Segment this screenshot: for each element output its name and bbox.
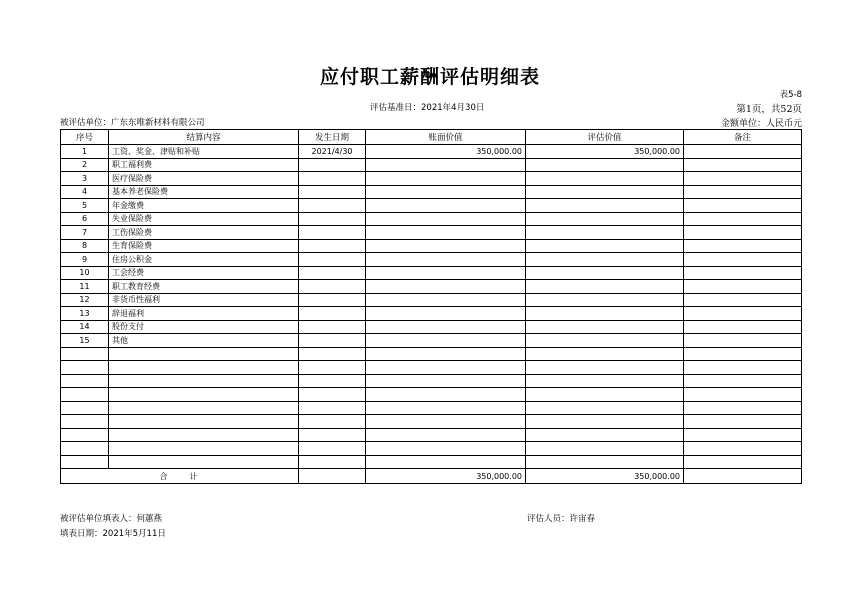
cell-book-value xyxy=(366,226,526,240)
table-row xyxy=(61,374,802,388)
table-row xyxy=(61,293,802,307)
cell-date xyxy=(299,185,366,199)
total-note-cell xyxy=(684,469,802,484)
cell-eval-value xyxy=(526,388,684,402)
cell-book-value xyxy=(366,334,526,348)
cell-no: 4 xyxy=(61,185,109,199)
page-info: 第1页，共52页 xyxy=(736,104,802,115)
cell-no: 13 xyxy=(61,307,109,321)
cell-date xyxy=(299,361,366,375)
cell-eval-value xyxy=(526,442,684,456)
cell-no: 12 xyxy=(61,293,109,307)
cell-eval-value xyxy=(526,428,684,442)
cell-note xyxy=(684,226,802,240)
cell-eval-value xyxy=(526,401,684,415)
cell-note xyxy=(684,185,802,199)
cell-date xyxy=(299,253,366,267)
cell-eval-value xyxy=(526,158,684,172)
table-row xyxy=(61,253,802,267)
table-row xyxy=(61,145,802,159)
cell-no xyxy=(61,388,109,402)
header-cell-eval-value: 评估价值 xyxy=(526,130,684,145)
cell-content xyxy=(109,361,299,375)
cell-book-value xyxy=(366,388,526,402)
cell-book-value xyxy=(366,307,526,321)
cell-content: 工伤保险费 xyxy=(109,226,299,240)
cell-date xyxy=(299,293,366,307)
cell-note xyxy=(684,374,802,388)
table-row xyxy=(61,212,802,226)
cell-content: 医疗保险费 xyxy=(109,172,299,186)
cell-no xyxy=(61,361,109,375)
cell-book-value xyxy=(366,428,526,442)
cell-no: 6 xyxy=(61,212,109,226)
cell-note xyxy=(684,415,802,429)
cell-eval-value xyxy=(526,455,684,469)
cell-eval-value xyxy=(526,293,684,307)
cell-date xyxy=(299,320,366,334)
table-row xyxy=(61,428,802,442)
entity-name: 被评估单位：广东东唯新材料有限公司 xyxy=(60,118,205,128)
cell-no: 3 xyxy=(61,172,109,186)
cell-no: 7 xyxy=(61,226,109,240)
total-row xyxy=(61,469,802,484)
cell-date xyxy=(299,280,366,294)
cell-eval-value xyxy=(526,239,684,253)
cell-note xyxy=(684,293,802,307)
cell-no xyxy=(61,428,109,442)
cell-book-value xyxy=(366,361,526,375)
cell-no: 11 xyxy=(61,280,109,294)
cell-eval-value xyxy=(526,199,684,213)
table-row xyxy=(61,361,802,375)
cell-date xyxy=(299,266,366,280)
cell-no: 5 xyxy=(61,199,109,213)
cell-book-value xyxy=(366,185,526,199)
table-row xyxy=(61,401,802,415)
header-cell-date: 发生日期 xyxy=(299,130,366,145)
filler-name: 被评估单位填表人：何蕙燕 xyxy=(60,514,163,524)
cell-no xyxy=(61,374,109,388)
cell-date xyxy=(299,401,366,415)
cell-book-value xyxy=(366,199,526,213)
table-row xyxy=(61,266,802,280)
cell-book-value: 350,000.00 xyxy=(366,145,526,159)
cell-no: 1 xyxy=(61,145,109,159)
cell-note xyxy=(684,307,802,321)
cell-no: 14 xyxy=(61,320,109,334)
cell-no: 8 xyxy=(61,239,109,253)
cell-book-value xyxy=(366,401,526,415)
cell-no: 15 xyxy=(61,334,109,348)
table-row xyxy=(61,199,802,213)
total-book-value: 350,000.00 xyxy=(366,469,526,484)
table-row xyxy=(61,226,802,240)
cell-eval-value xyxy=(526,320,684,334)
cell-note xyxy=(684,442,802,456)
cell-content: 工资、奖金、津贴和补贴 xyxy=(109,145,299,159)
cell-eval-value xyxy=(526,212,684,226)
cell-no: 10 xyxy=(61,266,109,280)
cell-book-value xyxy=(366,172,526,186)
cell-content xyxy=(109,442,299,456)
cell-book-value xyxy=(366,266,526,280)
detail-table xyxy=(60,129,802,484)
cell-no xyxy=(61,415,109,429)
cell-book-value xyxy=(366,455,526,469)
cell-eval-value xyxy=(526,415,684,429)
cell-book-value xyxy=(366,347,526,361)
cell-date xyxy=(299,199,366,213)
base-date: 评估基准日：2021年4月30日 xyxy=(370,103,485,113)
cell-date xyxy=(299,415,366,429)
cell-eval-value xyxy=(526,334,684,348)
cell-date xyxy=(299,239,366,253)
cell-book-value xyxy=(366,415,526,429)
cell-date xyxy=(299,347,366,361)
cell-note xyxy=(684,361,802,375)
cell-content xyxy=(109,347,299,361)
total-label: 合 计 xyxy=(61,469,299,484)
header-cell-content: 结算内容 xyxy=(109,130,299,145)
cell-content xyxy=(109,415,299,429)
cell-eval-value xyxy=(526,347,684,361)
header-cell-no: 序号 xyxy=(61,130,109,145)
cell-date xyxy=(299,307,366,321)
header-cell-note: 备注 xyxy=(684,130,802,145)
cell-no xyxy=(61,442,109,456)
cell-date: 2021/4/30 xyxy=(299,145,366,159)
cell-date xyxy=(299,172,366,186)
cell-content: 职工福利费 xyxy=(109,158,299,172)
appraiser-name: 评估人员：许宙春 xyxy=(527,514,596,524)
document-title: 应付职工薪酬评估明细表 xyxy=(319,66,540,88)
cell-eval-value xyxy=(526,307,684,321)
cell-book-value xyxy=(366,239,526,253)
cell-note xyxy=(684,199,802,213)
fill-date: 填表日期：2021年5月11日 xyxy=(60,529,166,539)
table-row xyxy=(61,185,802,199)
cell-book-value xyxy=(366,320,526,334)
cell-content xyxy=(109,374,299,388)
cell-eval-value xyxy=(526,185,684,199)
cell-note xyxy=(684,172,802,186)
cell-date xyxy=(299,455,366,469)
header-cell-book-value: 账面价值 xyxy=(366,130,526,145)
cell-eval-value xyxy=(526,172,684,186)
cell-note xyxy=(684,280,802,294)
cell-book-value xyxy=(366,442,526,456)
table-row xyxy=(61,388,802,402)
cell-eval-value: 350,000.00 xyxy=(526,145,684,159)
cell-content: 基本养老保险费 xyxy=(109,185,299,199)
cell-no: 2 xyxy=(61,158,109,172)
cell-no: 9 xyxy=(61,253,109,267)
cell-eval-value xyxy=(526,253,684,267)
currency-unit: 金额单位：人民币元 xyxy=(720,119,802,129)
cell-date xyxy=(299,158,366,172)
cell-note xyxy=(684,239,802,253)
header-row xyxy=(61,130,802,145)
cell-eval-value xyxy=(526,226,684,240)
table-row xyxy=(61,172,802,186)
table-row xyxy=(61,347,802,361)
cell-content xyxy=(109,455,299,469)
cell-note xyxy=(684,266,802,280)
cell-eval-value xyxy=(526,361,684,375)
cell-no xyxy=(61,401,109,415)
cell-content: 年金缴费 xyxy=(109,199,299,213)
cell-book-value xyxy=(366,293,526,307)
cell-book-value xyxy=(366,158,526,172)
cell-eval-value xyxy=(526,374,684,388)
total-date-cell xyxy=(299,469,366,484)
cell-book-value xyxy=(366,253,526,267)
cell-note xyxy=(684,253,802,267)
table-row xyxy=(61,442,802,456)
cell-note xyxy=(684,347,802,361)
cell-no xyxy=(61,455,109,469)
cell-date xyxy=(299,442,366,456)
cell-note xyxy=(684,388,802,402)
cell-content: 失业保险费 xyxy=(109,212,299,226)
cell-content: 股份支付 xyxy=(109,320,299,334)
cell-note xyxy=(684,212,802,226)
cell-date xyxy=(299,212,366,226)
cell-note xyxy=(684,334,802,348)
table-row xyxy=(61,455,802,469)
cell-note xyxy=(684,455,802,469)
table-row xyxy=(61,239,802,253)
cell-content: 生育保险费 xyxy=(109,239,299,253)
cell-date xyxy=(299,428,366,442)
cell-date xyxy=(299,374,366,388)
table-row xyxy=(61,334,802,348)
cell-content: 工会经费 xyxy=(109,266,299,280)
cell-note xyxy=(684,428,802,442)
table-row xyxy=(61,280,802,294)
table-code: 表5-8 xyxy=(779,90,802,100)
cell-eval-value xyxy=(526,280,684,294)
cell-content: 住房公积金 xyxy=(109,253,299,267)
total-eval-value: 350,000.00 xyxy=(526,469,684,484)
cell-date xyxy=(299,226,366,240)
table-row xyxy=(61,307,802,321)
cell-book-value xyxy=(366,212,526,226)
cell-book-value xyxy=(366,280,526,294)
cell-content xyxy=(109,428,299,442)
cell-date xyxy=(299,388,366,402)
cell-book-value xyxy=(366,374,526,388)
cell-note xyxy=(684,145,802,159)
cell-date xyxy=(299,334,366,348)
cell-content xyxy=(109,388,299,402)
cell-eval-value xyxy=(526,266,684,280)
cell-content: 职工教育经费 xyxy=(109,280,299,294)
cell-content xyxy=(109,401,299,415)
cell-content: 辞退福利 xyxy=(109,307,299,321)
table-row xyxy=(61,415,802,429)
cell-content: 非货币性福利 xyxy=(109,293,299,307)
cell-note xyxy=(684,158,802,172)
cell-note xyxy=(684,401,802,415)
table-row xyxy=(61,158,802,172)
cell-note xyxy=(684,320,802,334)
table-row xyxy=(61,320,802,334)
cell-no xyxy=(61,347,109,361)
cell-content: 其他 xyxy=(109,334,299,348)
